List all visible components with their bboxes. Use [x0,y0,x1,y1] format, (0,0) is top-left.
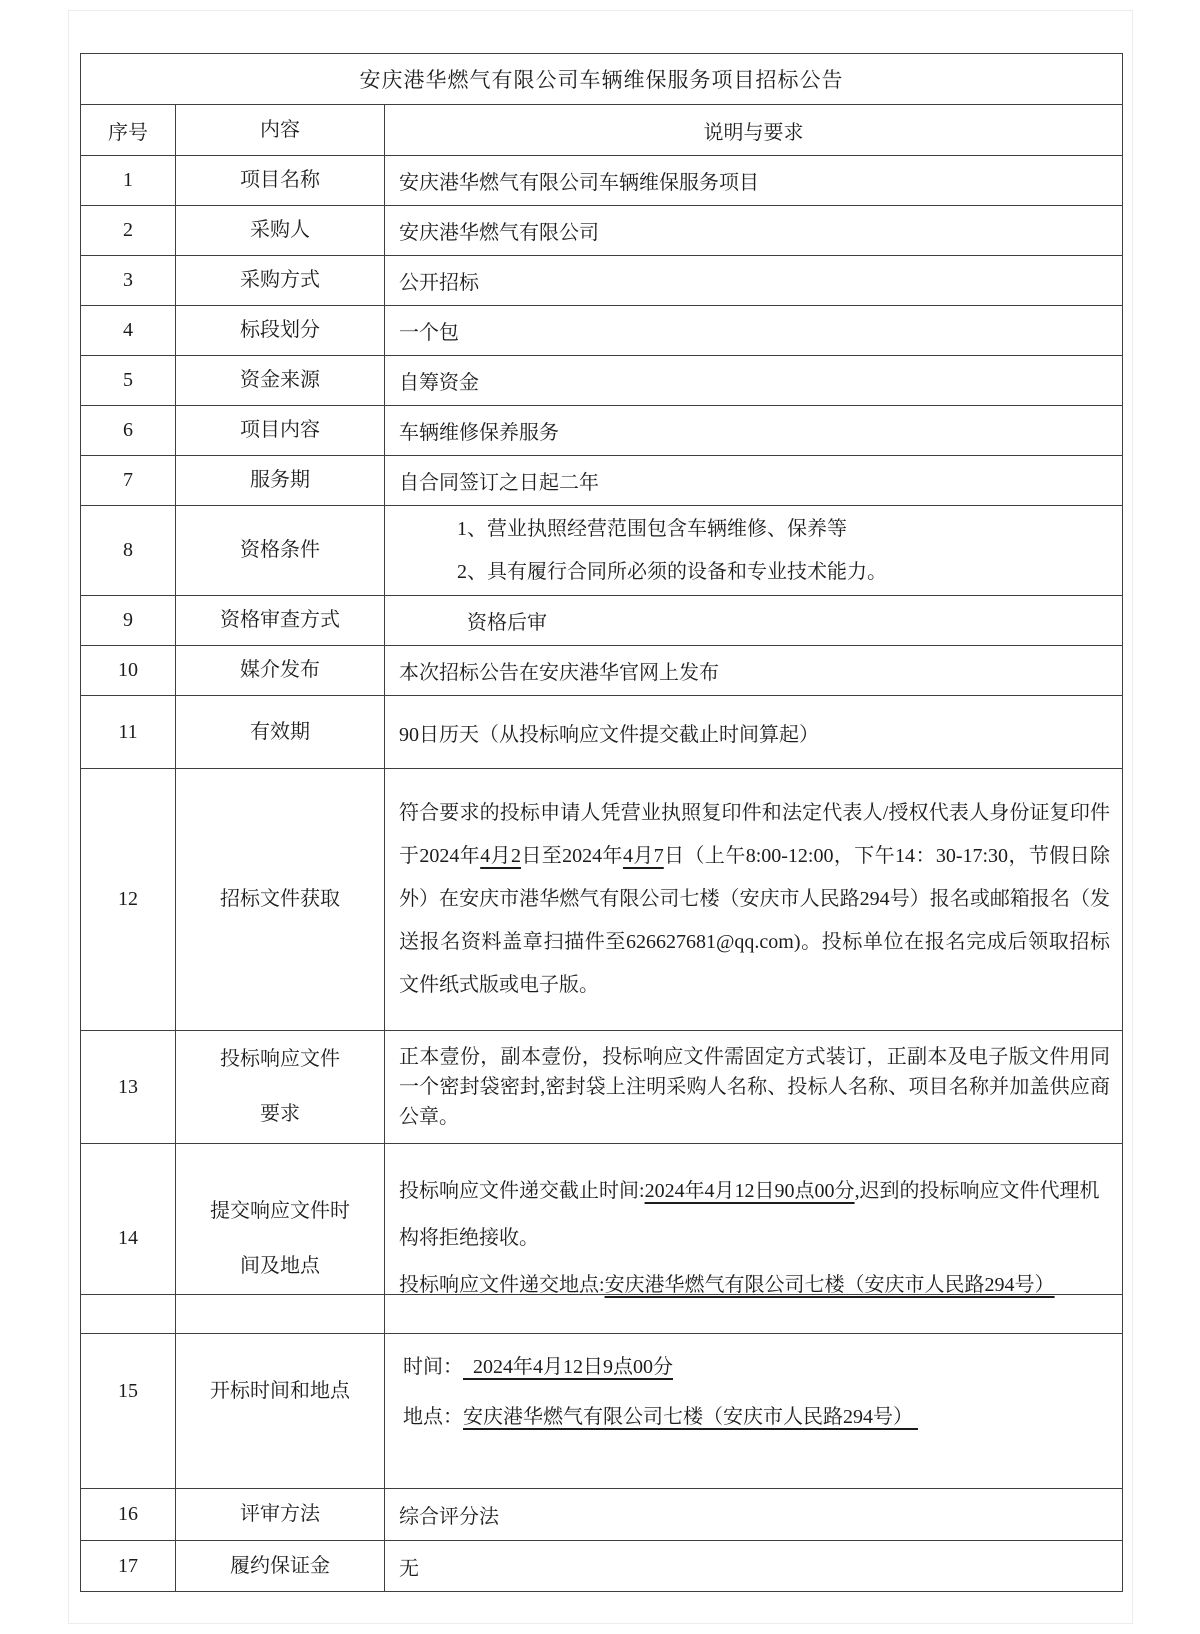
row-desc [385,769,1123,1031]
row-label: 标段划分 [176,306,385,356]
row-label: 服务期 [176,456,385,506]
acquisition-text: 日至2024年 [520,845,623,867]
row-no: 5 [81,356,176,406]
opening-place-underlined: 安庆港华燃气有限公司七楼（安庆市人民路294号） [463,1405,918,1428]
submission-deadline: 投标响应文件递交截止时间:2024年4月12日90点00分,迟到的投标响应文件代理机构将拒绝接收。 [399,1180,1100,1249]
row-desc: 资格后审 [385,596,1123,646]
row-no: 17 [81,1541,176,1592]
row-no: 6 [81,406,176,456]
place-underlined: 安庆港华燃气有限公司七楼（安庆市人民路294号） [604,1274,1055,1296]
tender-announcement-table-continued [80,1294,1123,1592]
table-row [81,596,1123,646]
row-label: 资格审查方式 [176,596,385,646]
opening-time: 时间： 2024年4月12日9点00分 [403,1355,673,1378]
acquisition-text: 日（上午8:00-12:00，下午14：30-17:30，节假日除外）在安庆市港华燃气有限公司七楼（安庆市人民路294号）报名或邮箱报名（发送报名资料盖章扫描件至626627681@qq.com)。投标单位在报名完成后领取招标文件纸式版或电子版。 [399,845,1111,996]
header-description: 说明与要求 [385,105,1123,156]
acquisition-text: 符合要求的投标申请人凭营业执照复印件和法定代表人/授权代表人身份证复印件于2024年 [399,802,1110,867]
table-row [81,1541,1123,1592]
row-desc: 自筹资金 [385,356,1123,406]
row-no: 16 [81,1489,176,1541]
row-label: 招标文件获取 [176,769,385,1031]
row-no: 15 [81,1295,176,1489]
main-table [80,53,1123,1334]
table-row-bid-opening [81,1295,1123,1489]
row-label: 采购人 [176,206,385,256]
row-label: 投标响应文件 要求 [176,1031,385,1144]
title-row [81,54,1123,105]
row-no: 3 [81,256,176,306]
table-row-document-acquisition [81,769,1123,1031]
tender-announcement-table [80,53,1123,1334]
row-desc: 正本壹份，副本壹份，投标响应文件需固定方式装订，正副本及电子版文件用同一个密封袋密封,密封袋上注明采购人名称、投标人名称、项目名称并加盖供应商公章。 [385,1031,1123,1144]
header-content: 内容 [176,105,385,156]
row-desc: 90日历天（从投标响应文件提交截止时间算起） [385,696,1123,769]
table-row-response-file-requirements [81,1031,1123,1144]
row-label: 资格条件 [176,506,385,596]
table-title: 安庆港华燃气有限公司车辆维保服务项目招标公告 [81,54,1123,105]
row-no: 8 [81,506,176,596]
row-no: 7 [81,456,176,506]
table-row [81,1489,1123,1541]
row-no: 14 [81,1144,176,1334]
header-row [81,105,1123,156]
row-desc: 安庆港华燃气有限公司车辆维保服务项目 [385,156,1123,206]
deadline-underlined: 2024年4月12日90点00分 [644,1180,855,1202]
row-label: 履约保证金 [176,1541,385,1592]
row-label: 采购方式 [176,256,385,306]
row-no: 10 [81,646,176,696]
second-table [80,1294,1123,1592]
row-desc: 公开招标 [385,256,1123,306]
opening-time-underlined: 2024年4月12日9点00分 [463,1355,673,1378]
header-serial-no: 序号 [81,105,176,156]
row-label: 媒介发布 [176,646,385,696]
date-underlined-end: 4月7 [622,845,664,867]
table-row [81,156,1123,206]
qualification-item-2: 2、具有履行合同所必须的设备和专业技术能力。 [457,560,887,583]
table-row [81,696,1123,769]
row-label: 开标时间和地点 [176,1295,385,1489]
row-desc: 本次招标公告在安庆港华官网上发布 [385,646,1123,696]
row-no: 13 [81,1031,176,1144]
row-desc: 车辆维修保养服务 [385,406,1123,456]
row-desc: 一个包 [385,306,1123,356]
opening-place: 地点：安庆港华燃气有限公司七楼（安庆市人民路294号） [403,1405,918,1428]
table-row [81,356,1123,406]
table-row [81,456,1123,506]
row-no: 2 [81,206,176,256]
table-row [81,206,1123,256]
submission-place: 投标响应文件递交地点:安庆港华燃气有限公司七楼（安庆市人民路294号） [399,1274,1055,1296]
row-desc: 自合同签订之日起二年 [385,456,1123,506]
row-label: 有效期 [176,696,385,769]
row-no: 11 [81,696,176,769]
row-desc [385,1295,1123,1489]
table-row [81,406,1123,456]
row-desc: 无 [385,1541,1123,1592]
row-no: 1 [81,156,176,206]
row-label: 项目名称 [176,156,385,206]
row-no: 4 [81,306,176,356]
table-row [81,306,1123,356]
row-no: 12 [81,769,176,1031]
row-desc [385,506,1123,596]
table-row [81,646,1123,696]
table-row [81,256,1123,306]
row-desc: 综合评分法 [385,1489,1123,1541]
table-row-qualification [81,506,1123,596]
row-desc: 安庆港华燃气有限公司 [385,206,1123,256]
qualification-item-1: 1、营业执照经营范围包含车辆维修、保养等 [457,517,847,540]
date-underlined-start: 4月2 [480,845,521,867]
row-label: 项目内容 [176,406,385,456]
row-no: 9 [81,596,176,646]
row-label: 资金来源 [176,356,385,406]
row-label: 评审方法 [176,1489,385,1541]
row-label: 提交响应文件时 间及地点 [176,1144,385,1334]
